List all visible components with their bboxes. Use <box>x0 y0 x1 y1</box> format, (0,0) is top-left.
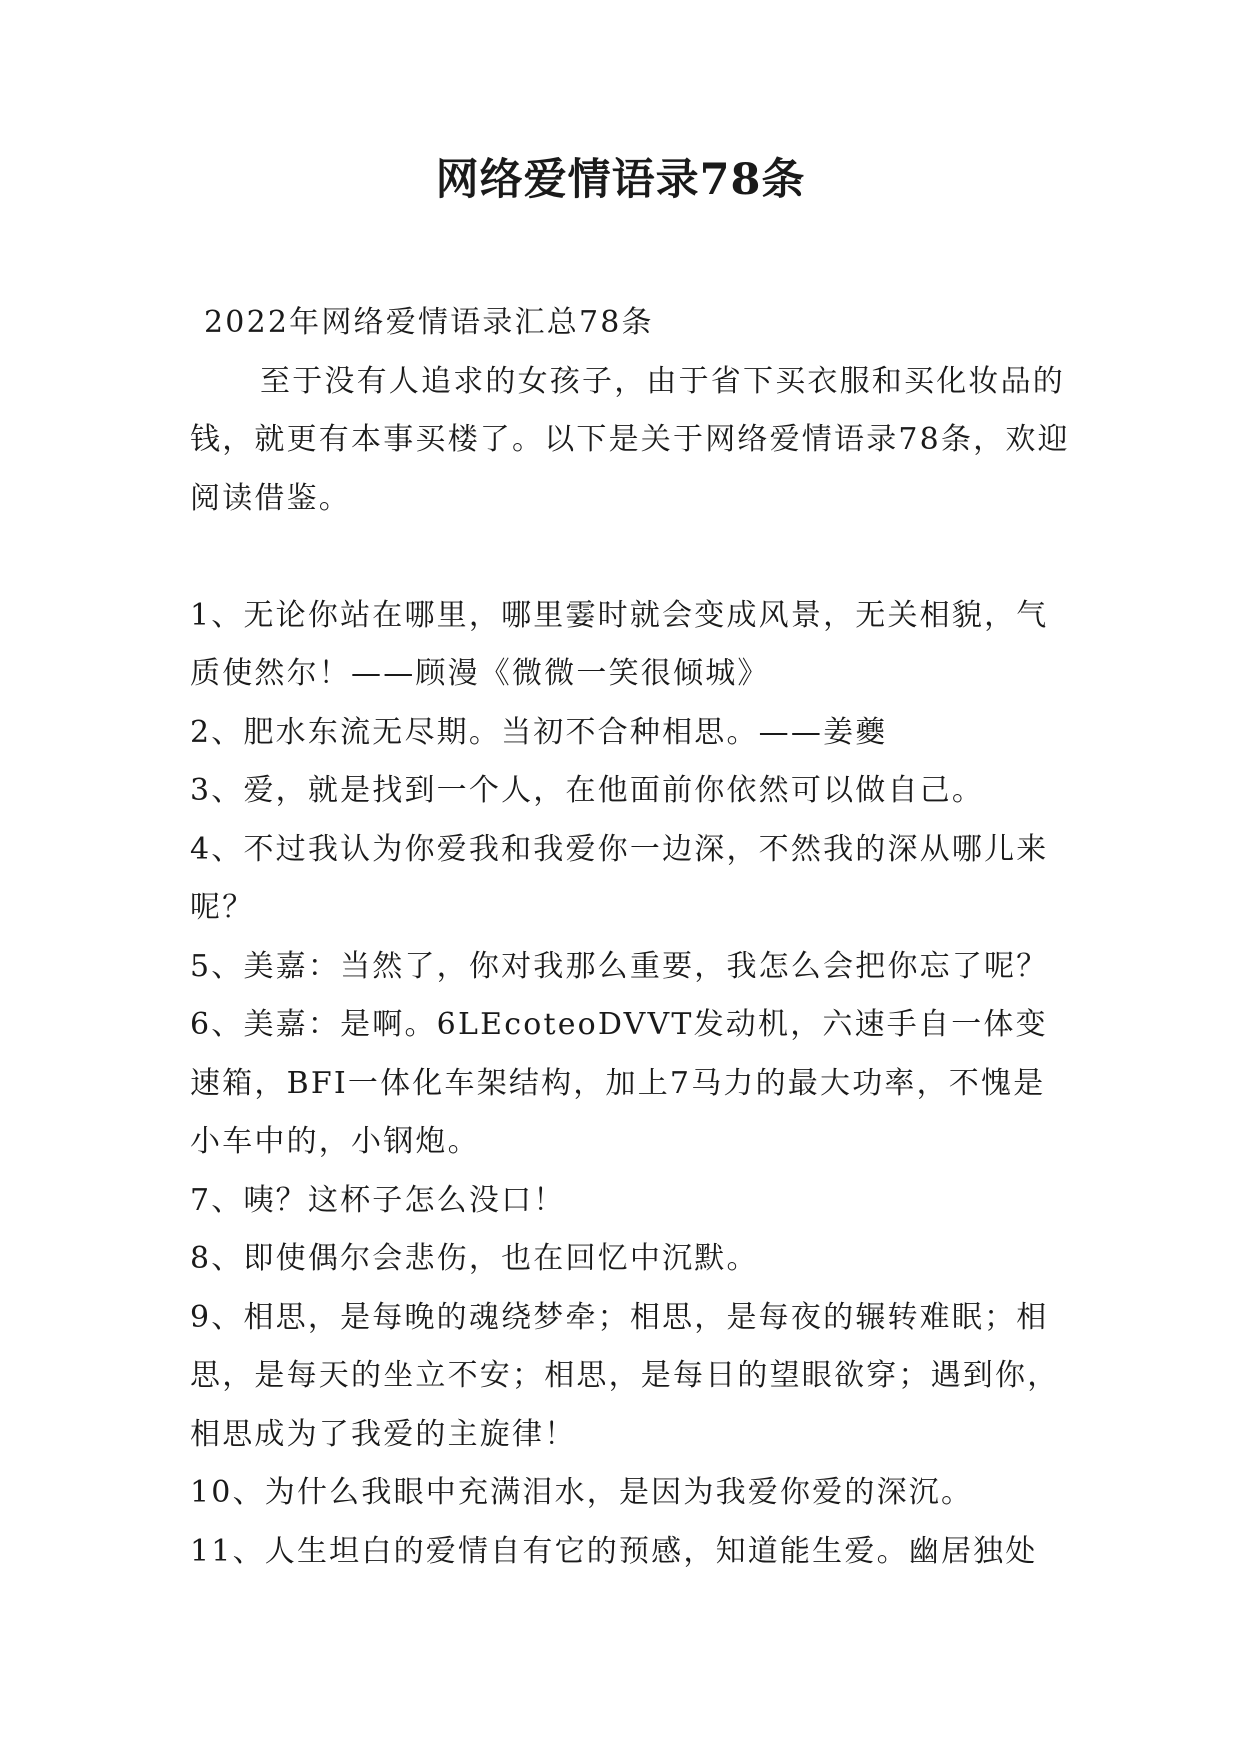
document-subtitle: 2022年网络爱情语录汇总78条 <box>204 305 654 340</box>
document-title: 网络爱情语录78条 <box>435 155 806 205</box>
list-item: 2、肥水东流无尽期。当初不合种相思。——姜夔 <box>190 714 888 750</box>
list-item: 4、不过我认为你爱我和我爱你一边深，不然我的深从哪儿来呢？ <box>190 831 1049 925</box>
document-body <box>190 294 1070 1581</box>
paragraph-spacer <box>190 528 1070 587</box>
list-item: 1、无论你站在哪里，哪里霎时就会变成风景，无关相貌，气质使然尔！——顾漫《微微一笑很倾城》 <box>190 597 1049 691</box>
list-item: 9、相思，是每晚的魂绕梦牵；相思，是每夜的辗转难眠；相思，是每天的坐立不安；相思，是每日的望眼欲穿；遇到你，相思成为了我爱的主旋律！ <box>190 1299 1060 1452</box>
list-item: 10、为什么我眼中充满泪水，是因为我爱你爱的深沉。 <box>190 1475 974 1510</box>
list-item: 7、咦？这杯子怎么没口！ <box>190 1182 566 1218</box>
intro-paragraph: 至于没有人追求的女孩子，由于省下买衣服和买化妆品的钱，就更有本事买楼了。以下是关于网络爱情语录78条，欢迎阅读借鉴。 <box>190 363 1070 516</box>
list-item: 8、即使偶尔会悲伤，也在回忆中沉默。 <box>190 1241 759 1276</box>
list-item: 6、美嘉：是啊。6LEcoteoDVVT发动机，六速手自一体变速箱，BFI一体化车架结构，加上7马力的最大功率，不愧是小车中的，小钢炮。 <box>190 1007 1048 1159</box>
list-item: 11、人生坦白的爱情自有它的预感，知道能生爱。幽居独处 <box>190 1533 1038 1569</box>
list-item: 5、美嘉：当然了，你对我那么重要，我怎么会把你忘了呢？ <box>190 948 1049 984</box>
list-item: 3、爱，就是找到一个人，在他面前你依然可以做自己。 <box>190 773 985 808</box>
